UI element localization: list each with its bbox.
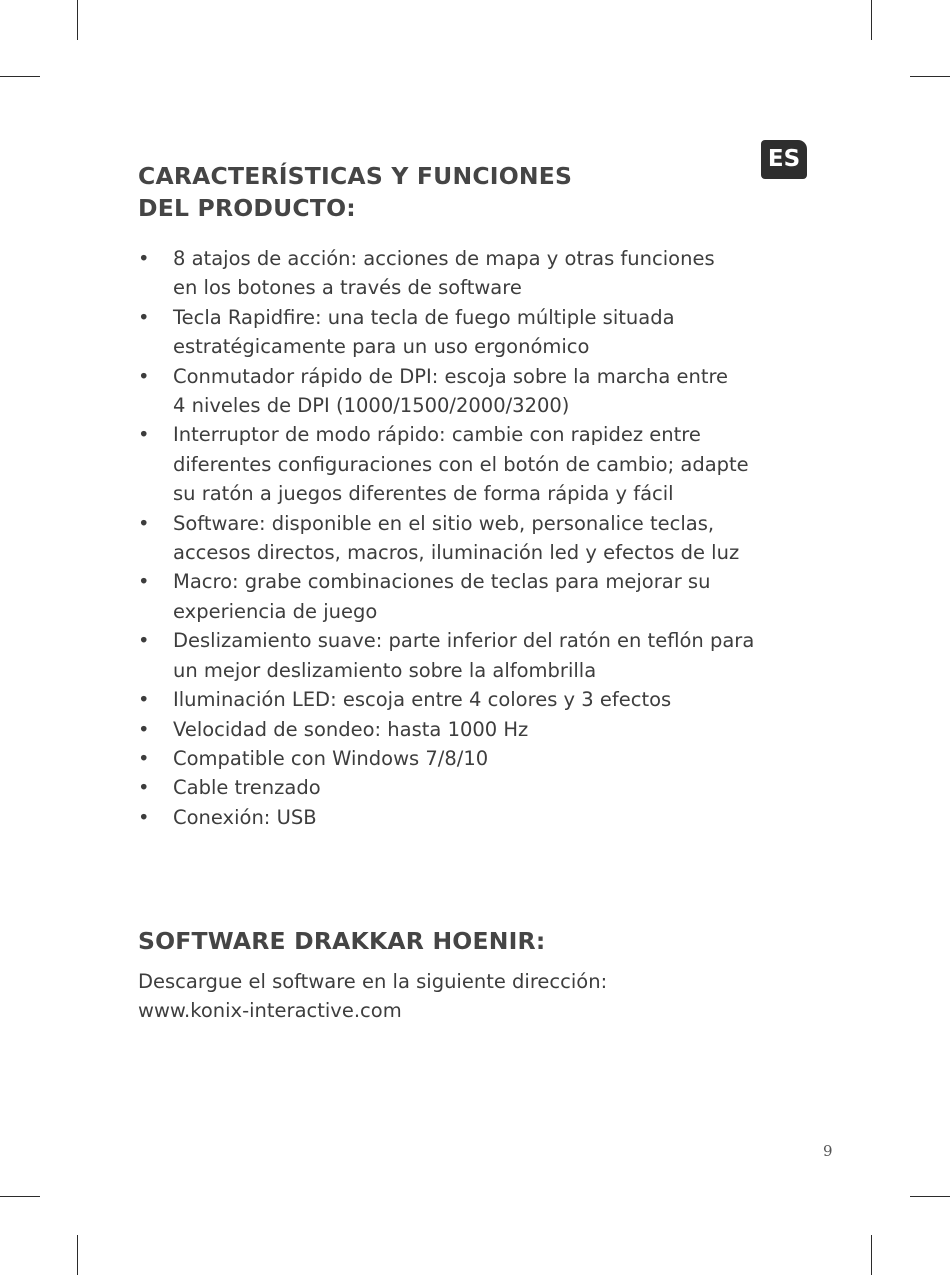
list-item-text: Iluminación LED: escoja entre 4 colores y 3 efectos — [173, 688, 672, 712]
crop-mark-bottom-right-horizontal — [910, 1196, 950, 1197]
list-item-text: Deslizamiento suave: parte inferior del ratón en teflón para — [173, 629, 755, 653]
software-url: www.konix-interactive.com — [138, 999, 402, 1023]
list-item — [138, 715, 818, 744]
list-item-text: Macro: grabe combinaciones de teclas para mejorar su — [173, 570, 711, 594]
list-item-text: Tecla Rapidfire: una tecla de fuego múltiple situada — [173, 305, 675, 329]
bullet-icon: • — [138, 717, 150, 741]
bullet-icon: • — [138, 247, 150, 270]
bullet-icon: • — [138, 511, 150, 535]
bullet-icon: • — [138, 805, 150, 829]
crop-mark-bottom-right-vertical — [871, 1235, 872, 1275]
list-item — [138, 803, 818, 832]
list-item — [138, 626, 818, 685]
list-item — [138, 509, 818, 568]
list-item-text: Interruptor de modo rápido: cambie con rapidez entre — [173, 423, 701, 447]
software-description — [138, 967, 818, 1026]
bullet-icon: • — [138, 776, 150, 800]
list-item — [138, 244, 818, 303]
features-heading-line-2: DEL PRODUCTO: — [138, 194, 356, 222]
bullet-icon: • — [138, 423, 150, 447]
features-section — [138, 160, 818, 832]
list-item-text: 4 niveles de DPI (1000/1500/2000/3200) — [173, 394, 570, 418]
list-item — [138, 744, 818, 773]
list-item — [138, 685, 818, 714]
list-item — [138, 362, 818, 421]
crop-mark-top-left-horizontal — [0, 76, 40, 77]
features-heading — [138, 160, 818, 224]
features-heading-line-1: CARACTERÍSTICAS Y FUNCIONES — [138, 162, 573, 190]
list-item-text: experiencia de juego — [173, 599, 378, 623]
list-item-text: Conexión: USB — [173, 805, 317, 829]
list-item-text: Compatible con Windows 7/8/10 — [173, 746, 489, 770]
features-list — [138, 244, 818, 832]
software-heading: SOFTWARE DRAKKAR HOENIR: — [138, 927, 546, 955]
list-item-text: Conmutador rápido de DPI: escoja sobre la marcha entre — [173, 364, 729, 388]
bullet-icon: • — [138, 364, 150, 388]
list-item — [138, 567, 818, 626]
software-description-text: Descargue el software en la siguiente dirección: — [138, 970, 608, 993]
bullet-icon: • — [138, 629, 150, 653]
crop-mark-bottom-left-horizontal — [0, 1196, 40, 1197]
list-item-text: diferentes configuraciones con el botón de cambio; adapte — [173, 452, 749, 476]
list-item — [138, 420, 818, 508]
software-section — [138, 925, 818, 1026]
bullet-icon: • — [138, 570, 150, 594]
list-item-text: su ratón a juegos diferentes de forma rápida y fácil — [173, 482, 674, 506]
bullet-icon: • — [138, 746, 150, 770]
list-item-text: Velocidad de sondeo: hasta 1000 Hz — [173, 717, 529, 741]
language-badge: ES — [761, 140, 807, 179]
crop-mark-top-left-vertical — [77, 0, 78, 40]
list-item — [138, 773, 818, 802]
crop-mark-top-right-vertical — [871, 0, 872, 40]
list-item-text: un mejor deslizamiento sobre la alfombrilla — [173, 658, 597, 682]
list-item-text: estratégicamente para un uso ergonómico — [173, 335, 590, 359]
list-item-text: 8 atajos de acción: acciones de mapa y otras funciones — [173, 247, 715, 270]
list-item — [138, 303, 818, 362]
page-number: 9 — [823, 1142, 833, 1160]
crop-mark-top-right-horizontal — [910, 76, 950, 77]
bullet-icon: • — [138, 305, 150, 329]
crop-mark-bottom-left-vertical — [77, 1235, 78, 1275]
list-item-text: Cable trenzado — [173, 776, 321, 800]
list-item-text: accesos directos, macros, iluminación led y efectos de luz — [173, 541, 740, 565]
list-item-text: en los botones a través de software — [173, 276, 522, 300]
list-item-text: Software: disponible en el sitio web, personalice teclas, — [173, 511, 715, 535]
bullet-icon: • — [138, 688, 150, 712]
